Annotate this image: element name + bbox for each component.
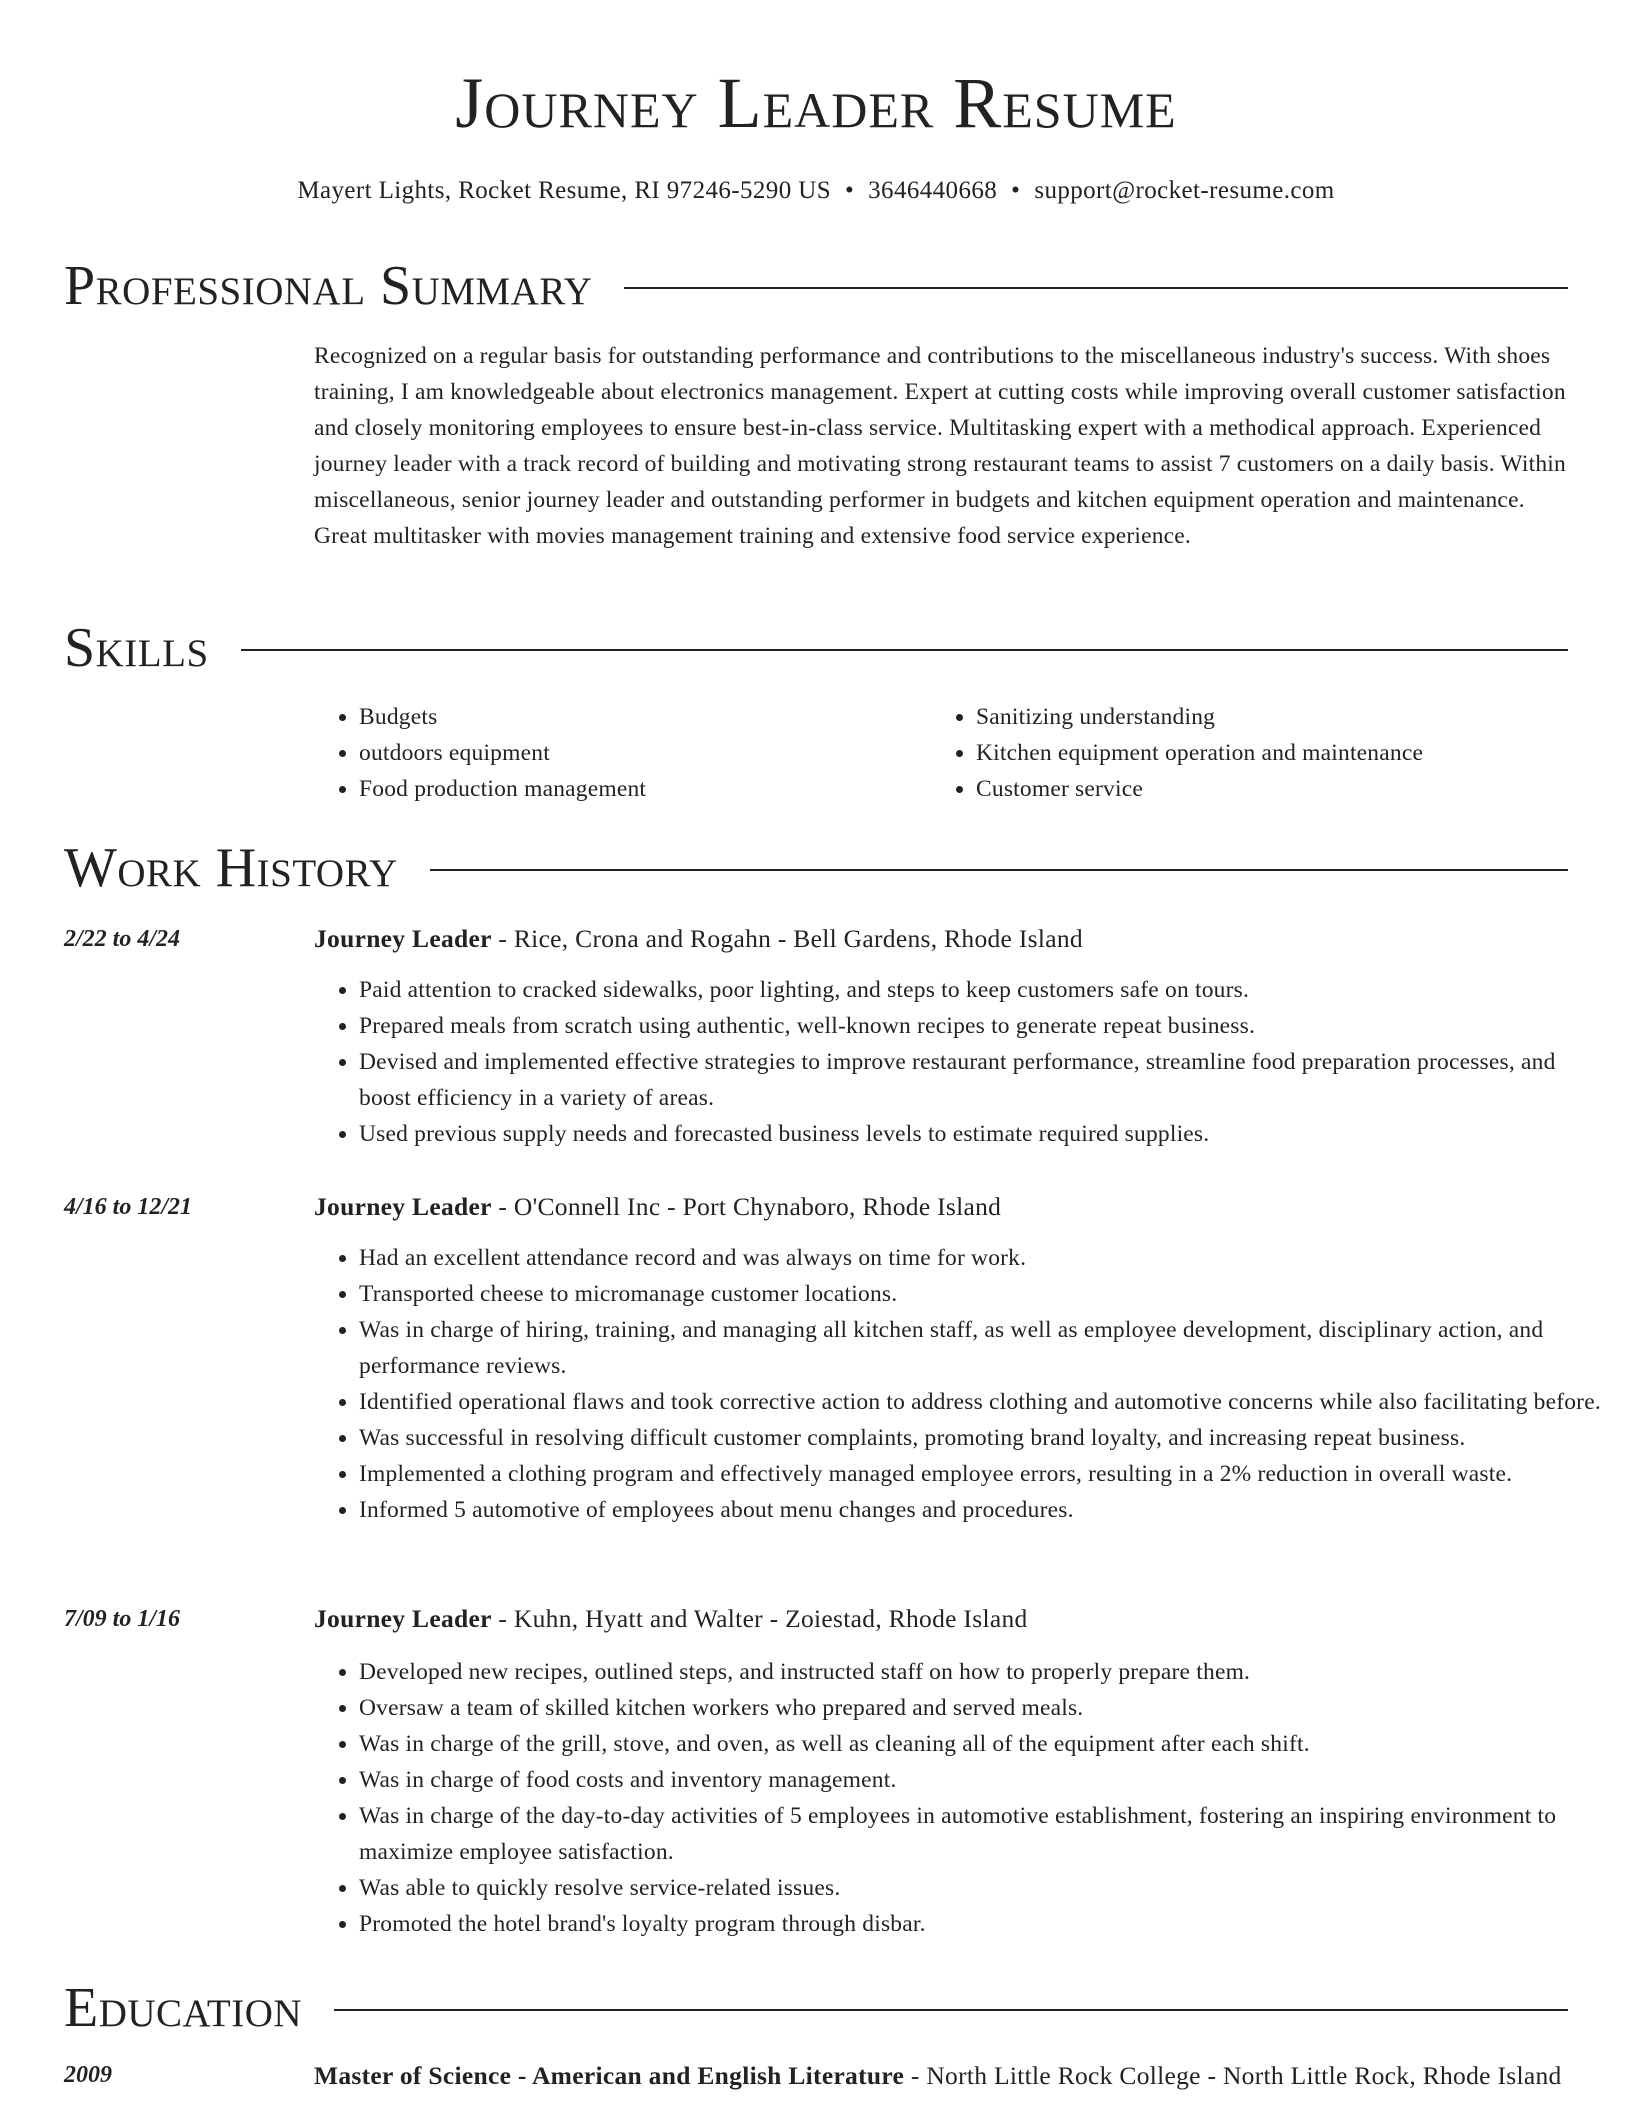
job-title: Journey Leader: [314, 1604, 492, 1633]
job-employer-location: - O'Connell Inc - Port Chynaboro, Rhode Island: [491, 1192, 1002, 1221]
duty-item: • Had an excellent attendance record and was always on time for work.: [359, 1240, 1613, 1276]
section-divider: [334, 2009, 1568, 2011]
job-employer-location: - Kuhn, Hyatt and Walter - Zoiestad, Rhode Island: [491, 1604, 1028, 1633]
contact-separator: •: [1011, 177, 1021, 204]
skill-item: • Kitchen equipment operation and maintenance: [976, 735, 1548, 771]
summary-heading: Professional Summary: [64, 255, 593, 317]
contact-phone: 3646440668: [868, 177, 998, 204]
job-employer-location: - Rice, Crona and Rogahn - Bell Gardens, Rhode Island: [491, 924, 1083, 953]
contact-line: [0, 174, 1632, 208]
duty-item: • Was successful in resolving difficult customer complaints, promoting brand loyalty, and increasing repeat business.: [359, 1420, 1613, 1456]
education-heading-line: [314, 2057, 1568, 2095]
resume-title: Journey Leader Resume: [455, 63, 1177, 143]
job-dates: 4/16 to 12/21: [64, 1194, 193, 1220]
job-duties: [314, 1654, 1613, 1942]
skill-item: • Food production management: [359, 771, 931, 807]
duty-item: • Developed new recipes, outlined steps, and instructed staff on how to properly prepare them.: [359, 1654, 1613, 1690]
duty-item: • Implemented a clothing program and effectively managed employee errors, resulting in a 2% reduction in overall waste.: [359, 1456, 1613, 1492]
job-title: Journey Leader: [314, 1192, 492, 1221]
section-divider: [241, 649, 1568, 651]
duty-item: • Was able to quickly resolve service-related issues.: [359, 1870, 1613, 1906]
duty-item: • Promoted the hotel brand's loyalty program through disbar.: [359, 1906, 1613, 1942]
skill-item: • Sanitizing understanding: [976, 699, 1548, 735]
job-title: Journey Leader: [314, 924, 492, 953]
duty-item: • Paid attention to cracked sidewalks, poor lighting, and steps to keep customers safe on tours.: [359, 972, 1613, 1008]
job-dates: 2/22 to 4/24: [64, 926, 181, 952]
skill-item: • outdoors equipment: [359, 735, 931, 771]
duty-item: • Prepared meals from scratch using authentic, well-known recipes to generate repeat business.: [359, 1008, 1613, 1044]
work-section-header: [64, 835, 1568, 901]
work-heading: Work History: [64, 837, 398, 899]
skills-column-right: [931, 699, 1548, 807]
education-degree: Master of Science - American and English Literature: [314, 2061, 905, 2090]
skill-item: • Budgets: [359, 699, 931, 735]
contact-separator: •: [845, 177, 855, 204]
contact-email: support@rocket-resume.com: [1034, 177, 1335, 204]
skills-list: [314, 699, 1568, 807]
duty-item: • Identified operational flaws and took corrective action to address clothing and automotive concerns while also facilitating before.: [359, 1384, 1613, 1420]
education-school-location: - North Little Rock College - North Little Rock, Rhode Island: [904, 2061, 1562, 2090]
job-duties: [314, 972, 1613, 1152]
contact-address: Mayert Lights, Rocket Resume, RI 97246-5290 US: [297, 177, 831, 204]
skill-item: • Customer service: [976, 771, 1548, 807]
duty-item: • Devised and implemented effective strategies to improve restaurant performance, streamline food preparation processes, and boost efficiency in a variety of areas.: [359, 1044, 1613, 1116]
section-divider: [624, 287, 1568, 289]
duty-item: • Oversaw a team of skilled kitchen workers who prepared and served meals.: [359, 1690, 1613, 1726]
duty-item: • Informed 5 automotive of employees about menu changes and procedures.: [359, 1492, 1613, 1528]
duty-item: • Was in charge of the grill, stove, and oven, as well as cleaning all of the equipment after each shift.: [359, 1726, 1613, 1762]
job-dates: 7/09 to 1/16: [64, 1606, 181, 1632]
education-year: 2009: [64, 2062, 112, 2088]
duty-item: • Was in charge of food costs and inventory management.: [359, 1762, 1613, 1798]
section-divider: [430, 869, 1568, 871]
duty-item: • Used previous supply needs and forecasted business levels to estimate required supplies.: [359, 1116, 1613, 1152]
education-heading: Education: [64, 1977, 303, 2039]
skills-column-left: [314, 699, 931, 807]
duty-item: • Transported cheese to micromanage customer locations.: [359, 1276, 1613, 1312]
job-heading: [314, 1189, 1568, 1225]
skills-heading: Skills: [64, 617, 209, 679]
job-heading: [314, 921, 1568, 957]
summary-text: Recognized on a regular basis for outstanding performance and contributions to the miscellaneous industry's success. With shoes training, I am knowledgeable about electronics management. Expert at cutting costs while improving overall customer satisfaction and closely monitoring employees to ensure best-in-class service. Multitasking expert with a methodical approach. Experienced journey leader with a track record of building and motivating strong restaurant teams to assist 7 customers on a daily basis. Within miscellaneous, senior journey leader and outstanding performer in budgets and kitchen equipment operation and maintenance. Great multitasker with movies management training and extensive food service experience.: [314, 343, 1566, 549]
education-section-header: [64, 1975, 1568, 2041]
summary-section-header: [64, 253, 1568, 319]
duty-item: • Was in charge of the day-to-day activities of 5 employees in automotive establishment, fostering an inspiring environment to maximize employee satisfaction.: [359, 1798, 1613, 1870]
skills-section-header: [64, 615, 1568, 681]
duty-item: • Was in charge of hiring, training, and managing all kitchen staff, as well as employee development, disciplinary action, and performance reviews.: [359, 1312, 1613, 1384]
job-duties: [314, 1240, 1613, 1528]
job-heading: [314, 1601, 1568, 1637]
